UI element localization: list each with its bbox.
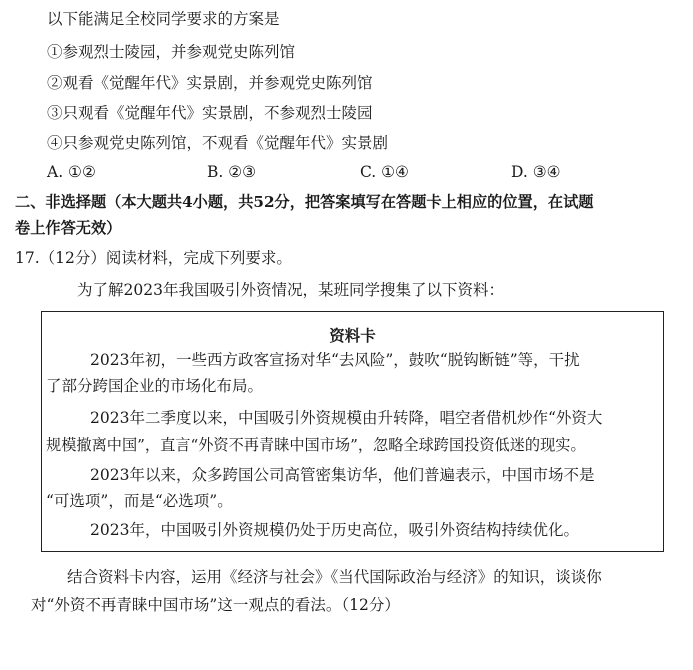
card-line-1: 2023年初，一些西方政客宣扬对华“去风险”，鼓吹“脱钩断链”等，干扰 (90, 351, 580, 369)
card-line-4: 规模撤离中国”，直言“外资不再青睐中国市场”，忽略全球跨国投资低迷的现实。 (46, 436, 586, 454)
card-line-5: 2023年以来，众多跨国公司高管密集访华，他们普遍表示，中国市场不是 (90, 466, 595, 484)
card-line-6: “可选项”，而是“必选项”。 (46, 492, 233, 510)
card-line-3: 2023年二季度以来，中国吸引外资规模由升转降，唱空者借机炒作“外资大 (90, 409, 603, 427)
material-card (41, 311, 664, 552)
card-title: 资料卡 (329, 326, 376, 345)
q16-item-3: ③只观看《觉醒年代》实景剧，不参观烈士陵园 (47, 104, 373, 122)
card-line-7: 2023年，中国吸引外资规模仍处于历史高位，吸引外资结构持续优化。 (90, 521, 579, 539)
q17-header: 17.（12分）阅读材料，完成下列要求。 (15, 249, 292, 267)
option-a: A. ①② (47, 163, 96, 181)
option-d: D. ③④ (511, 163, 561, 181)
card-line-2: 了部分跨国企业的市场化布局。 (46, 377, 264, 395)
section-heading-line-1: 二、非选择题（本大题共4小题，共52分，把答案填写在答题卡上相应的位置，在试题 (15, 193, 594, 211)
section-heading-line-2: 卷上作答无效） (15, 219, 122, 237)
q16-item-1: ①参观烈士陵园，并参观党史陈列馆 (47, 43, 296, 61)
q16-stem-end: 以下能满足全校同学要求的方案是 (47, 10, 280, 28)
q17-task-line-1: 结合资料卡内容，运用《经济与社会》《当代国际政治与经济》的知识，谈谈你 (67, 568, 602, 586)
q16-item-4: ④只参观党史陈列馆，不观看《觉醒年代》实景剧 (47, 134, 389, 152)
option-c: C. ①④ (360, 163, 409, 181)
q17-task-line-2: 对“外资不再青睐中国市场”这一观点的看法。（12分） (31, 596, 400, 614)
q16-item-2: ②观看《觉醒年代》实景剧，并参观党史陈列馆 (47, 74, 373, 92)
option-b: B. ②③ (207, 163, 257, 181)
q17-intro: 为了解2023年我国吸引外资情况，某班同学搜集了以下资料： (77, 281, 504, 299)
